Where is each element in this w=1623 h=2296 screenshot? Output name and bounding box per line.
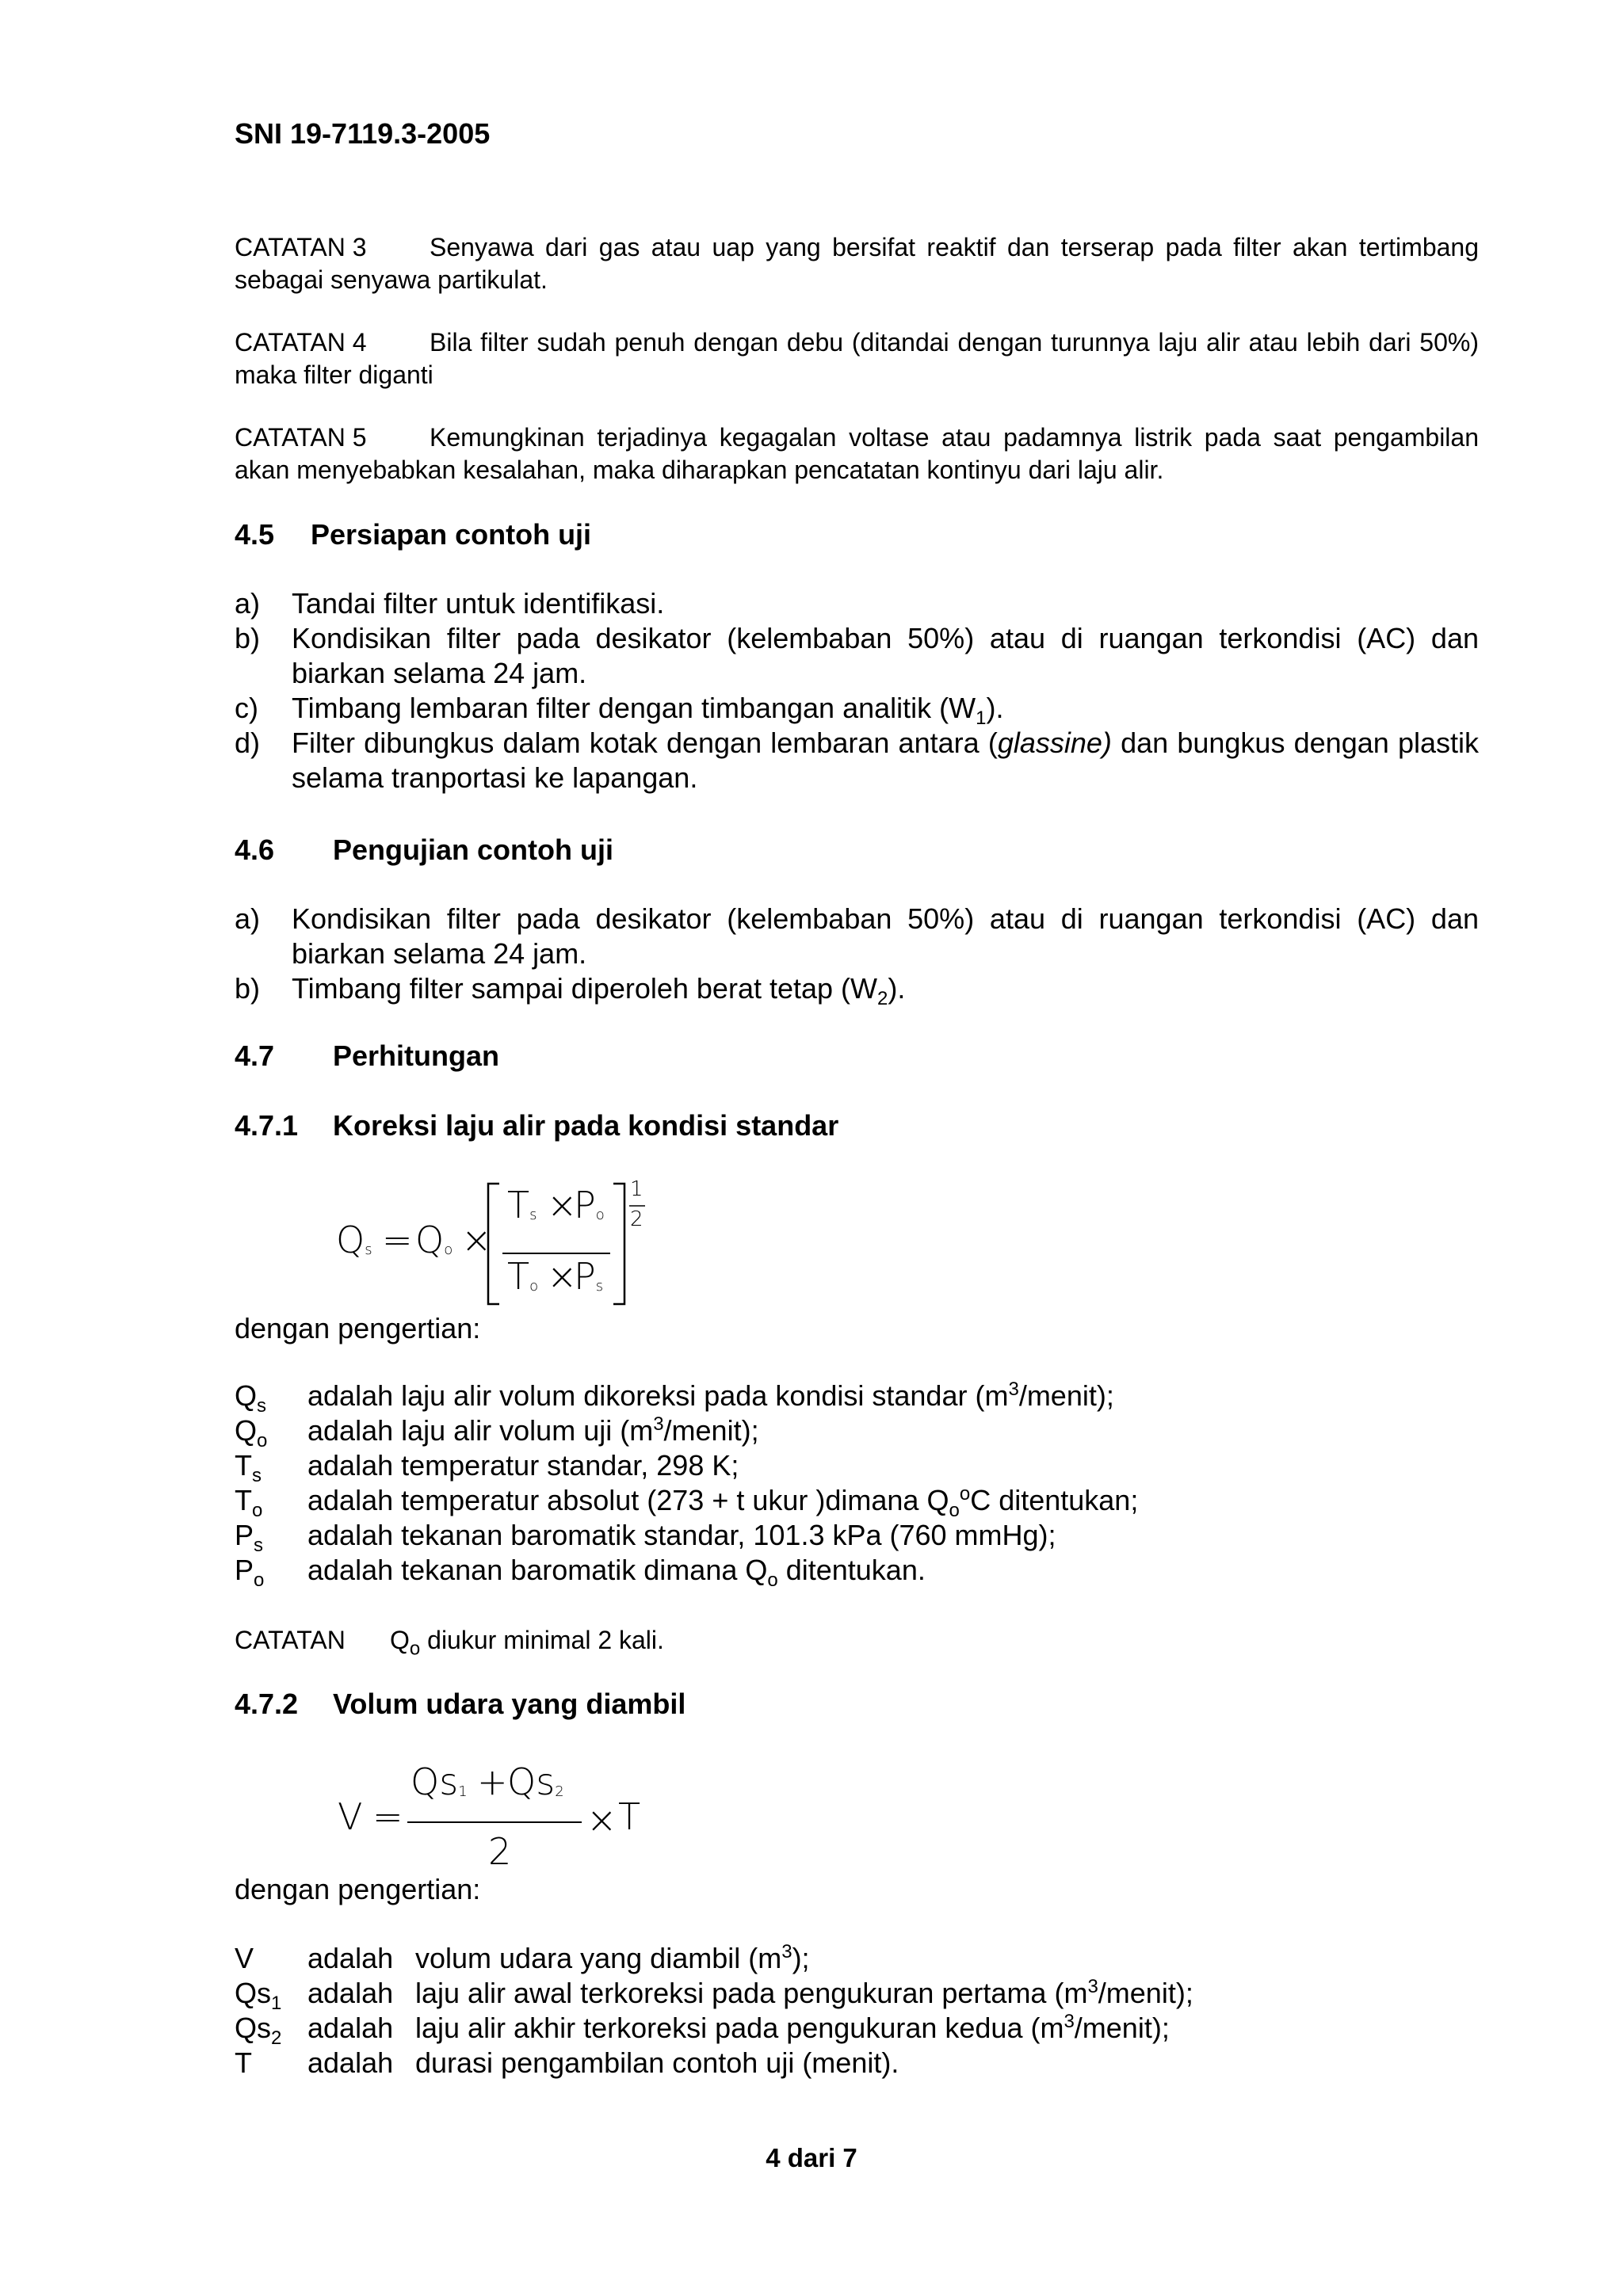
definition-list-2 [235, 1941, 1193, 2081]
definition-row: $T_s$ adalah temperatur standar, 298 K; [235, 1449, 739, 1487]
definition-row: $P_s$ adalah tekanan baromatik standar, 101.3 kPa (760 mmHg); [235, 1519, 1056, 1557]
section-heading-4-7: 4.7 Perhitungan [235, 1039, 500, 1072]
list-item: c) Timbang lembaran filter dengan timbangan analitik $(W_1)$. [235, 692, 1004, 730]
list-item: b) Kondisikan filter pada desikator (kelembaban 50%) atau di ruangan terkondisi (AC) dan biarkan selama 24 jam. [235, 622, 1479, 689]
note-text: Kemungkinan terjadinya kegagalan voltase atau padamnya listrik pada saat pengambilan akan menyebabkan kesalahan, maka diharapkan pencatatan kontinyu dari laju alir. [235, 423, 1479, 484]
document-header: SNI 19-7119.3-2005 [235, 117, 491, 150]
definition-row: V adalah volum udara yang diambil $(m^3)$; [235, 1941, 810, 1974]
definition-row: T adalah durasi pengambilan contoh uji (menit). [235, 2046, 899, 2079]
definition-row: $Q_s$ adalah laju alir volum dikoreksi pada kondisi standar $(m^3/menit)$; [235, 1379, 1114, 1417]
note-tag: CATATAN 3 [235, 233, 367, 261]
list-item: a) Tandai filter untuk identifikasi. [235, 587, 665, 620]
section-heading-4-5: 4.5 Persiapan contoh uji [235, 518, 592, 551]
section-heading-4-7-1: 4.7.1 Koreksi laju alir pada kondisi standar [235, 1109, 839, 1142]
section-heading-4-6: 4.6 Pengujian contoh uji [235, 833, 613, 866]
list-item: d) Filter dibungkus dalam kotak dengan lembaran antara (glassine) dan bungkus dengan plastik selama tranportasi ke lapangan. [235, 727, 1479, 794]
note-text: Senyawa dari gas atau uap yang bersifat reaktif dan terserap pada filter akan tertimbang sebagai senyawa partikulat. [235, 233, 1479, 294]
definition-row: $P_o$ adalah tekanan baromatik dimana $Q_o$ ditentukan. [235, 1554, 926, 1592]
note-tag: CATATAN 4 [235, 328, 367, 357]
note-text: Bila filter sudah penuh dengan debu (ditandai dengan turunnya laju alir atau lebih dari 50%) maka filter diganti [235, 328, 1479, 389]
definition-row: $Qs_2$ adalah laju alir akhir terkoreksi pada pengukuran kedua $(m^3/menit)$; [235, 2011, 1170, 2050]
definition-row: $Q_o$ adalah laju alir volum uji $(m^3/menit)$; [235, 1413, 759, 1452]
equation-flow-correction: $Q_s$ = $Q_o$ × $T_s$ × $P_o$ $T_o$ × $P_s$ 1 2 [336, 1177, 643, 1298]
list-item: b) Timbang filter sampai diperoleh berat tetap $(W_2)$. [235, 972, 906, 1010]
definition-intro: dengan pengertian: [235, 1312, 481, 1344]
definition-row: $T_o$ adalah temperatur absolut (273 + t ukur )dimana $Q_o^oC$ ditentukan; [235, 1483, 1139, 1522]
definition-intro: dengan pengertian: [235, 1873, 481, 1905]
page-number: 4 dari 7 [766, 2143, 857, 2172]
catatan-note: CATATAN $Q_o$ diukur minimal 2 kali. [235, 1626, 664, 1660]
section-heading-4-7-2: 4.7.2 Volum udara yang diambil [235, 1688, 686, 1720]
equation-air-volume: V = $Qs_1$ + $Qs_2$ 2 × T [338, 1760, 641, 1873]
note-tag: CATATAN 5 [235, 423, 367, 452]
definition-row: $Qs_1$ adalah laju alir awal terkoreksi pada pengukuran pertama $(m^3/menit)$; [235, 1976, 1193, 2015]
list-item: a) Kondisikan filter pada desikator (kelembaban 50%) atau di ruangan terkondisi (AC) dan biarkan selama 24 jam. [235, 902, 1479, 970]
